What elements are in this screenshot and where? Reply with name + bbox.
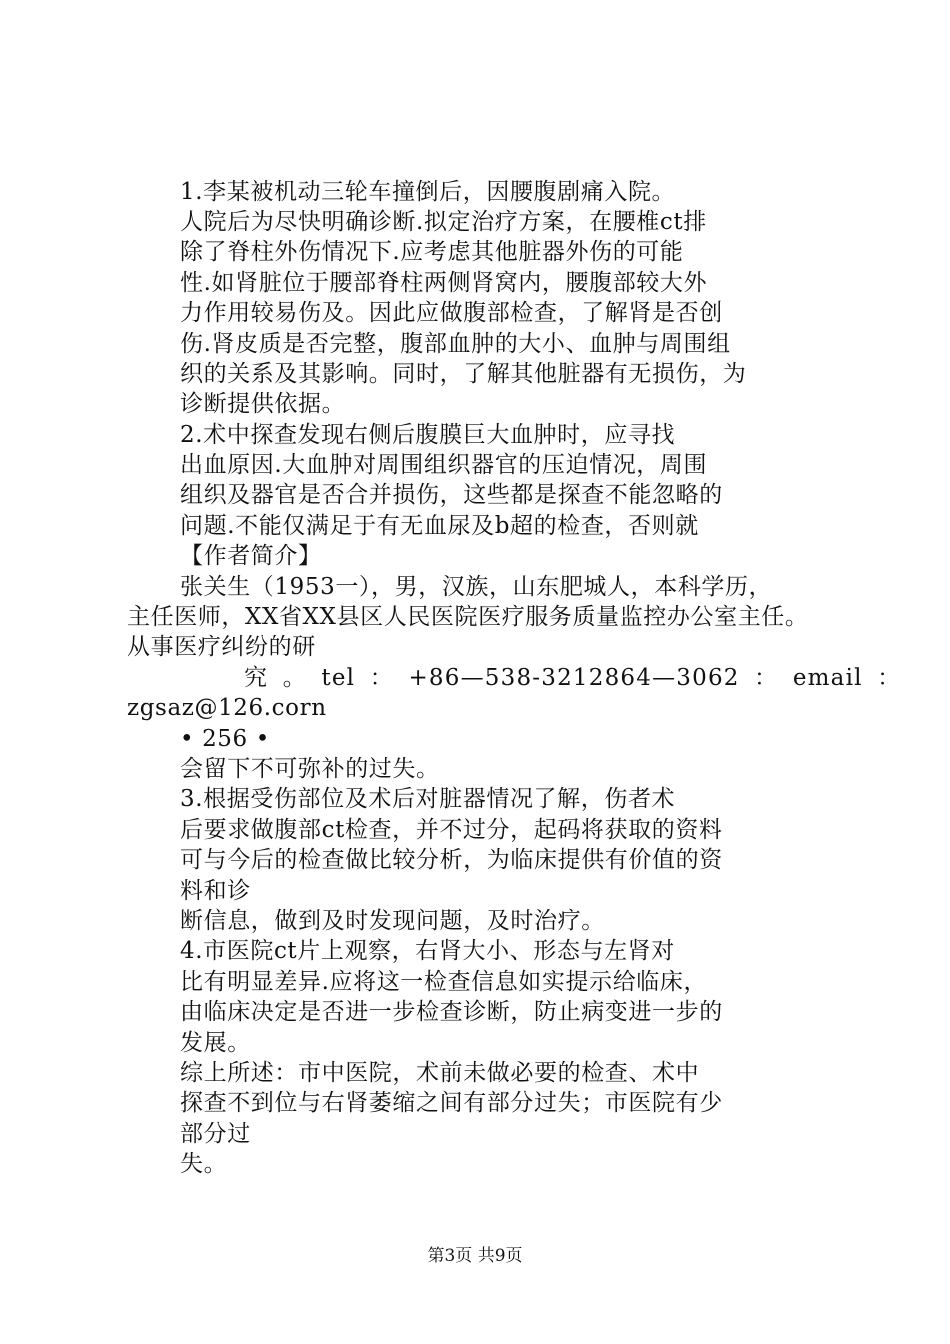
author-intro-line-2: 主任医师，XX省XX县区人民医院医疗服务质量监控办公室主任。 xyxy=(127,604,809,630)
author-email-line: zgsaz@126.corn xyxy=(127,695,327,721)
page-number-marker: • 256 • xyxy=(180,726,270,752)
text-line-12: 问题.不能仅满足于有无血尿及b超的检查，否则就 xyxy=(180,513,699,539)
text-line-6: 伤.肾皮质是否完整，腹部血肿的大小、血肿与周围组 xyxy=(180,331,731,357)
author-intro-line-1: 张关生（1953一），男，汉族，山东肥城人，本科学历， xyxy=(180,574,773,600)
text-line-22: 发展。 xyxy=(180,1030,251,1056)
text-line-25: 部分过 xyxy=(180,1121,251,1147)
text-line-19: 4.市医院ct片上观察，右肾大小、形态与左肾对 xyxy=(180,938,675,964)
text-line-26: 失。 xyxy=(180,1151,228,1177)
text-line-18: 断信息，做到及时发现问题，及时治疗。 xyxy=(180,908,605,934)
text-line-4: 性.如肾脏位于腰部脊柱两侧肾窝内，腰腹部较大外 xyxy=(180,270,708,296)
text-line-11: 组织及器官是否合并损伤，这些都是探查不能忽略的 xyxy=(180,482,723,508)
text-line-13: 会留下不可弥补的过失。 xyxy=(180,756,440,782)
text-line-7: 织的关系及其影响。同时，了解其他脏器有无损伤，为 xyxy=(180,361,747,387)
text-line-16: 可与今后的检查做比较分析，为临床提供有价值的资 xyxy=(180,847,723,873)
text-line-8: 诊断提供依据。 xyxy=(180,391,346,417)
text-line-20: 比有明显差异.应将这一检查信息如实提示给临床， xyxy=(180,969,708,995)
text-line-9: 2.术中探查发现右侧后腹膜巨大血肿时，应寻找 xyxy=(180,422,676,448)
text-line-2: 人院后为尽快明确诊断.拟定治疗方案，在腰椎ct排 xyxy=(180,209,707,235)
text-line-17: 料和诊 xyxy=(180,878,251,904)
author-intro-heading: 【作者简介】 xyxy=(180,543,322,569)
text-line-1: 1.李某被机动三轮车撞倒后，因腰腹剧痛入院。 xyxy=(180,179,676,205)
page-footer: 第3页 共9页 xyxy=(427,1246,523,1266)
text-line-15: 后要求做腹部ct检查，并不过分，起码将获取的资料 xyxy=(180,817,723,843)
text-line-14: 3.根据受伤部位及术后对脏器情况了解，伤者术 xyxy=(180,786,676,812)
text-line-5: 力作用较易伤及。因此应做腹部检查，了解肾是否创 xyxy=(180,300,723,326)
text-line-21: 由临床决定是否进一步检查诊断，防止病变进一步的 xyxy=(180,999,723,1025)
author-intro-line-3: 从事医疗纠纷的研 xyxy=(127,634,316,660)
text-line-23: 综上所述：市中医院，术前未做必要的检查、术中 xyxy=(180,1060,700,1086)
text-line-3: 除了脊柱外伤情况下.应考虑其他脏器外伤的可能 xyxy=(180,239,684,265)
text-line-24: 探查不到位与右肾萎缩之间有部分过失；市医院有少 xyxy=(180,1090,723,1116)
author-contact-line: 究 。 tel ： +86—538-3212864—3062 ： email ： xyxy=(244,665,902,691)
text-line-10: 出血原因.大血肿对周围组织器官的压迫情况，周围 xyxy=(180,452,708,478)
